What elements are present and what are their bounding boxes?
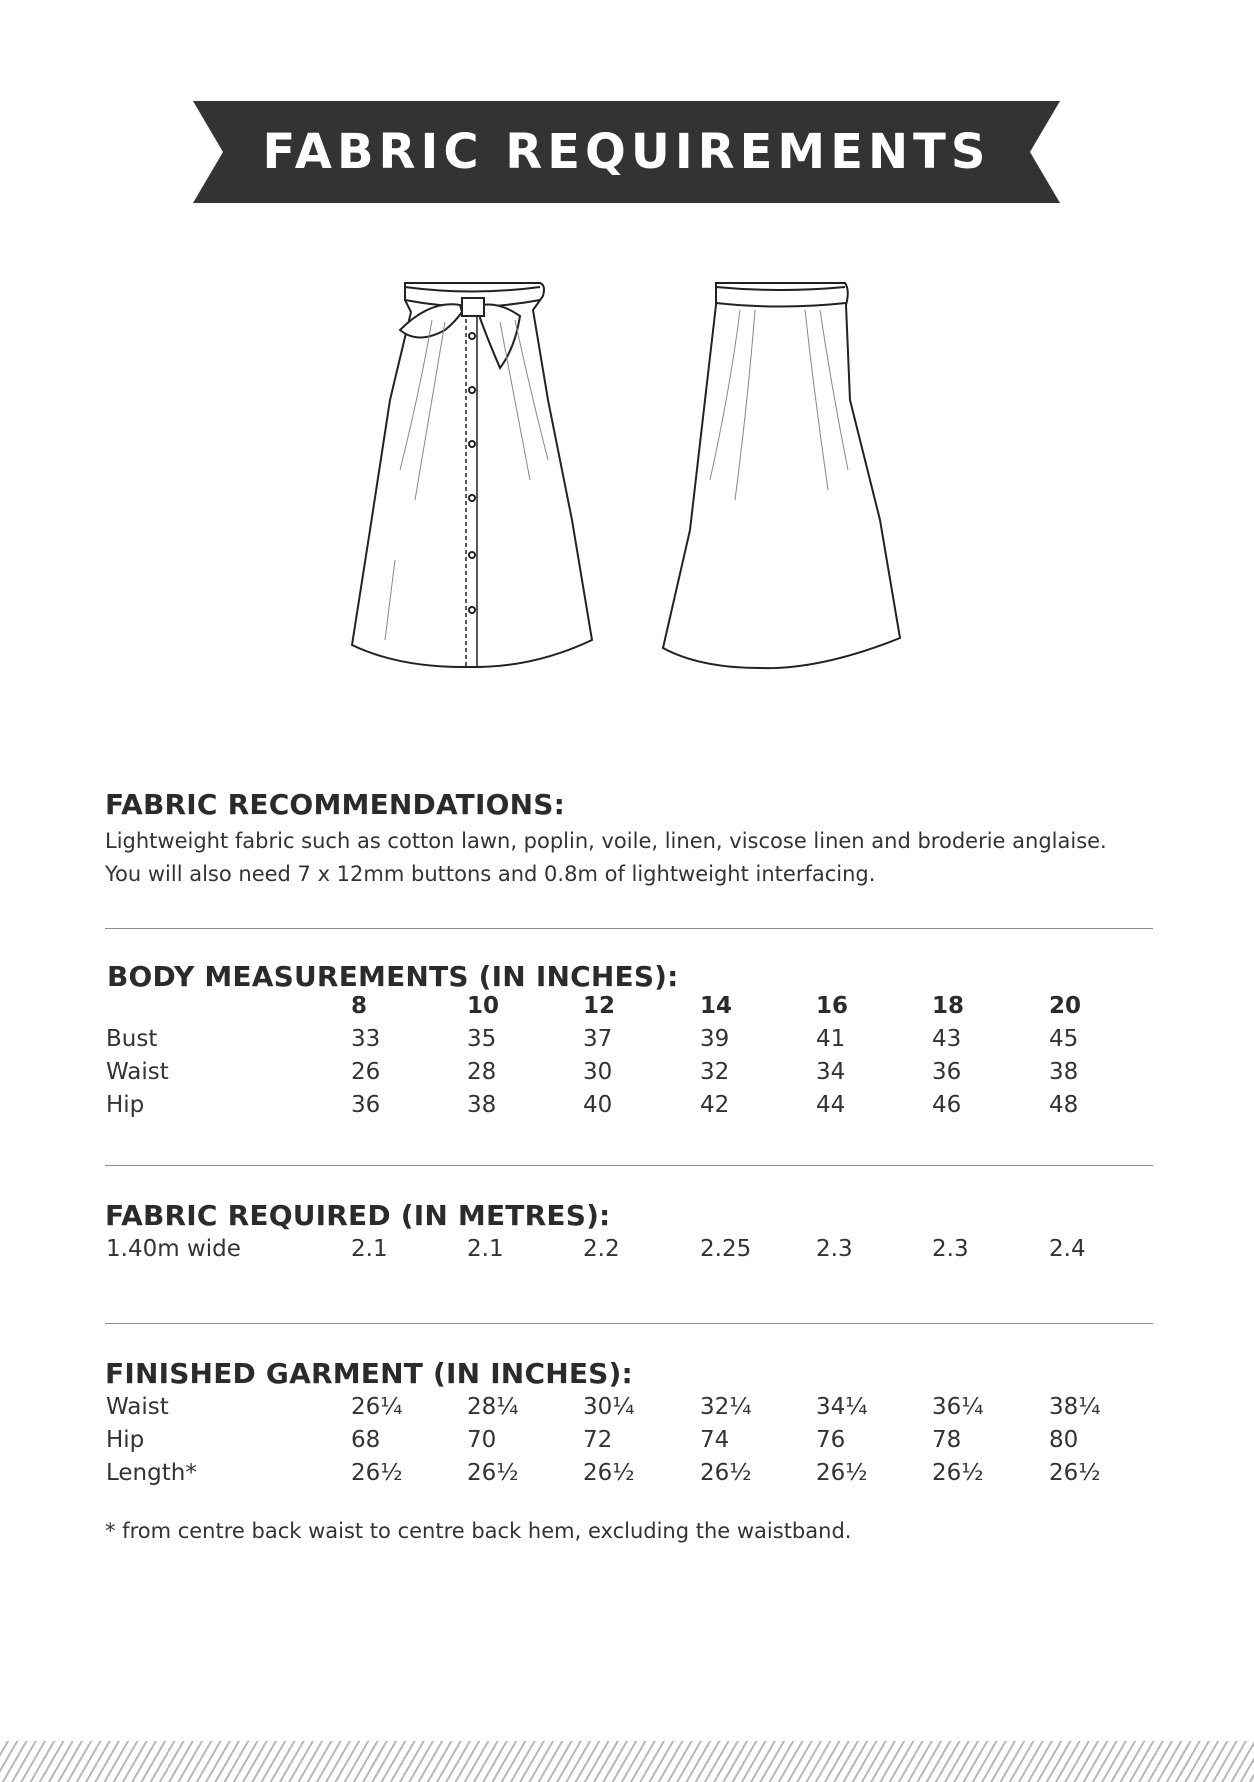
size-header: 18 bbox=[932, 993, 965, 1019]
size-header: 10 bbox=[467, 993, 500, 1019]
fabric-value: 2.4 bbox=[1049, 1236, 1086, 1262]
fabric-required-row bbox=[105, 1236, 1153, 1269]
skirt-illustrations bbox=[0, 0, 1254, 700]
body-measurement-row bbox=[105, 1026, 1153, 1059]
garment-value: 26¼ bbox=[351, 1394, 403, 1420]
fabric-value: 2.3 bbox=[932, 1236, 969, 1262]
skirt-back-view bbox=[663, 283, 900, 668]
row-label: Hip bbox=[106, 1427, 145, 1453]
fabric-value: 2.1 bbox=[467, 1236, 504, 1262]
fabric-value: 2.25 bbox=[700, 1236, 752, 1262]
finished-garment-row bbox=[105, 1427, 1153, 1460]
finished-garment-row bbox=[105, 1460, 1153, 1493]
garment-value: 30¼ bbox=[583, 1394, 635, 1420]
row-label: Bust bbox=[106, 1026, 158, 1052]
garment-value: 68 bbox=[351, 1427, 381, 1453]
garment-value: 34¼ bbox=[816, 1394, 868, 1420]
garment-value: 36¼ bbox=[932, 1394, 984, 1420]
garment-value: 26½ bbox=[932, 1460, 984, 1486]
measurement-value: 36 bbox=[932, 1059, 962, 1085]
measurement-value: 30 bbox=[583, 1059, 613, 1085]
divider bbox=[105, 1165, 1153, 1166]
measurement-value: 37 bbox=[583, 1026, 613, 1052]
measurement-value: 39 bbox=[700, 1026, 730, 1052]
measurement-value: 40 bbox=[583, 1092, 613, 1118]
measurement-value: 43 bbox=[932, 1026, 962, 1052]
garment-value: 26½ bbox=[583, 1460, 635, 1486]
garment-value: 78 bbox=[932, 1427, 962, 1453]
measurement-value: 38 bbox=[1049, 1059, 1079, 1085]
garment-value: 26½ bbox=[467, 1460, 519, 1486]
size-header: 14 bbox=[700, 993, 733, 1019]
measurement-value: 28 bbox=[467, 1059, 497, 1085]
fabric-required-section bbox=[105, 1199, 1153, 1269]
body-measurement-row bbox=[105, 1092, 1153, 1125]
measurement-value: 36 bbox=[351, 1092, 381, 1118]
measurement-value: 45 bbox=[1049, 1026, 1079, 1052]
garment-value: 26½ bbox=[816, 1460, 868, 1486]
row-label: Length* bbox=[106, 1460, 197, 1486]
fabric-recommendations-section bbox=[105, 788, 1153, 891]
measurement-value: 41 bbox=[816, 1026, 846, 1052]
fabric-value: 2.3 bbox=[816, 1236, 853, 1262]
garment-value: 26½ bbox=[1049, 1460, 1101, 1486]
measurement-value: 48 bbox=[1049, 1092, 1079, 1118]
measurement-value: 33 bbox=[351, 1026, 381, 1052]
body-measurements-section bbox=[105, 960, 1153, 1125]
measurement-value: 32 bbox=[700, 1059, 730, 1085]
row-label: Waist bbox=[106, 1059, 169, 1085]
garment-value: 38¼ bbox=[1049, 1394, 1101, 1420]
page-title: FABRIC REQUIREMENTS bbox=[262, 124, 991, 180]
garment-value: 32¼ bbox=[700, 1394, 752, 1420]
size-header: 16 bbox=[816, 993, 849, 1019]
finished-garment-row bbox=[105, 1394, 1153, 1427]
fabric-recommendations-heading: FABRIC RECOMMENDATIONS: bbox=[105, 788, 565, 821]
divider bbox=[105, 1323, 1153, 1324]
garment-value: 76 bbox=[816, 1427, 846, 1453]
fabric-required-heading: FABRIC REQUIRED (IN METRES): bbox=[105, 1199, 611, 1232]
measurement-value: 38 bbox=[467, 1092, 497, 1118]
fabric-value: 2.1 bbox=[351, 1236, 388, 1262]
fabric-recommendations-text: Lightweight fabric such as cotton lawn, poplin, voile, linen, viscose linen and broderie anglaise. You will also need 7 x 12mm buttons and 0.8m of lightweight interfacing. bbox=[105, 829, 1107, 886]
garment-value: 26½ bbox=[351, 1460, 403, 1486]
size-header-row bbox=[105, 993, 1153, 1026]
measurement-value: 44 bbox=[816, 1092, 846, 1118]
measurement-value: 42 bbox=[700, 1092, 730, 1118]
row-label: Hip bbox=[106, 1092, 145, 1118]
divider bbox=[105, 928, 1153, 929]
size-header: 20 bbox=[1049, 993, 1082, 1019]
size-header: 8 bbox=[351, 993, 368, 1019]
garment-value: 72 bbox=[583, 1427, 613, 1453]
measurement-value: 35 bbox=[467, 1026, 497, 1052]
skirt-front-view bbox=[352, 283, 592, 667]
row-label: 1.40m wide bbox=[106, 1236, 241, 1262]
body-measurements-heading: BODY MEASUREMENTS (IN INCHES): bbox=[107, 960, 679, 993]
garment-value: 26½ bbox=[700, 1460, 752, 1486]
fabric-value: 2.2 bbox=[583, 1236, 620, 1262]
row-label: Waist bbox=[106, 1394, 169, 1420]
body-measurement-row bbox=[105, 1059, 1153, 1092]
finished-garment-heading: FINISHED GARMENT (IN INCHES): bbox=[105, 1357, 633, 1390]
measurement-value: 26 bbox=[351, 1059, 381, 1085]
measurement-value: 46 bbox=[932, 1092, 962, 1118]
garment-value: 74 bbox=[700, 1427, 730, 1453]
measurement-value: 34 bbox=[816, 1059, 846, 1085]
footnote: * from centre back waist to centre back hem, excluding the waistband. bbox=[105, 1519, 852, 1543]
decorative-stripe-border bbox=[0, 1741, 1254, 1782]
finished-garment-section bbox=[105, 1357, 1153, 1493]
garment-value: 70 bbox=[467, 1427, 497, 1453]
size-header: 12 bbox=[583, 993, 616, 1019]
garment-value: 80 bbox=[1049, 1427, 1079, 1453]
garment-value: 28¼ bbox=[467, 1394, 519, 1420]
